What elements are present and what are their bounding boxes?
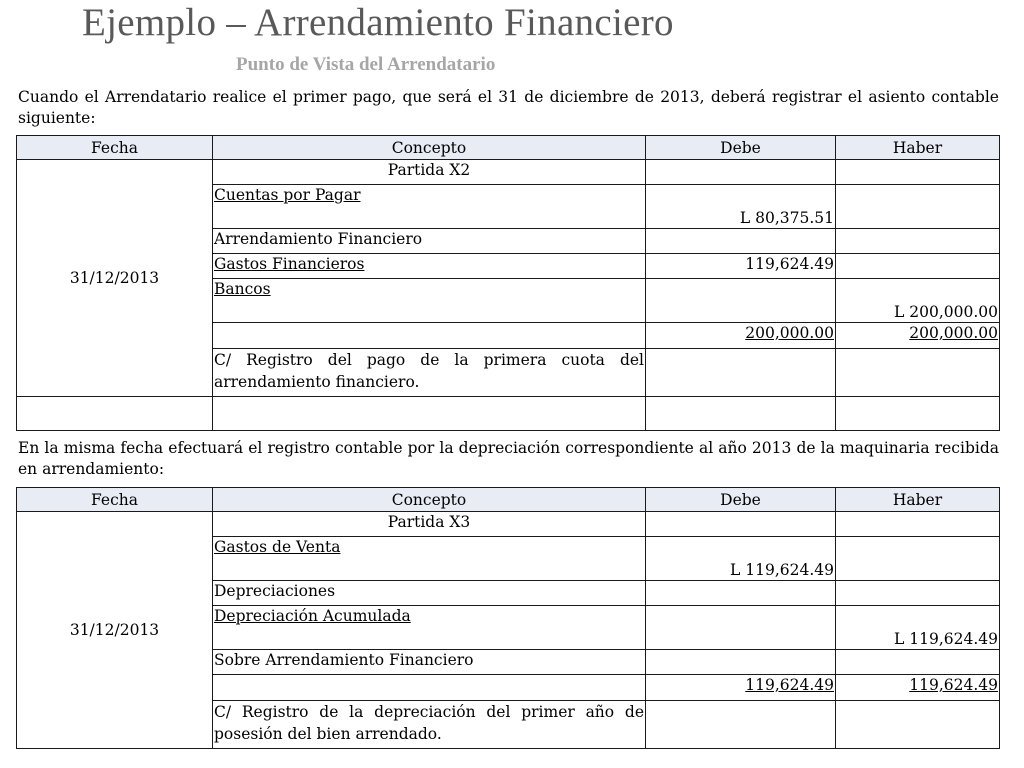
empty-cell xyxy=(836,160,1000,185)
account-name: Bancos xyxy=(214,280,271,298)
debe-cell: 119,624.49 xyxy=(646,254,836,279)
empty-cell xyxy=(213,675,646,701)
column-header-concepto: Concepto xyxy=(213,488,646,512)
empty-cell xyxy=(646,512,836,537)
column-header-haber: Haber xyxy=(836,488,1000,512)
empty-cell xyxy=(646,701,836,749)
intro-paragraph-2: En la misma fecha efectuará el registro contable por la depreciación correspondiente al año 2013 de la maquinaria recibida en arrendamiento: xyxy=(18,439,999,478)
total-haber: 200,000.00 xyxy=(909,324,998,342)
concept-cell: Depreciaciones xyxy=(213,581,646,606)
concept-cell xyxy=(213,537,646,581)
column-header-debe: Debe xyxy=(646,136,836,160)
entry-description: C/ Registro de la depreciación del primer año de posesión del bien arrendado. xyxy=(213,701,646,749)
page-subtitle: Punto de Vista del Arrendatario xyxy=(236,54,496,75)
empty-cell xyxy=(836,349,1000,397)
concept-cell xyxy=(213,279,646,323)
page-title: Ejemplo – Arrendamiento Financiero xyxy=(82,1,674,44)
entry-description: C/ Registro del pago de la primera cuota del arrendamiento financiero. xyxy=(213,349,646,397)
table-header-row xyxy=(17,488,1000,512)
empty-cell xyxy=(836,254,1000,279)
total-haber-cell xyxy=(836,323,1000,349)
account-name: Depreciación Acumulada xyxy=(214,607,411,625)
total-debe: 200,000.00 xyxy=(745,324,834,342)
empty-cell xyxy=(646,581,836,606)
empty-cell xyxy=(836,581,1000,606)
table-row xyxy=(17,397,1000,431)
intro-paragraph-1: Cuando el Arrendatario realice el primer pago, que será el 31 de diciembre de 2013, deberá registrar el asiento contable siguiente: xyxy=(18,88,999,127)
debe-cell: L 119,624.49 xyxy=(646,537,836,581)
total-debe-cell xyxy=(646,323,836,349)
empty-cell xyxy=(17,397,213,431)
column-header-fecha: Fecha xyxy=(17,136,213,160)
date-cell: 31/12/2013 xyxy=(17,160,213,397)
column-header-debe: Debe xyxy=(646,488,836,512)
empty-cell xyxy=(836,229,1000,254)
empty-cell xyxy=(836,537,1000,581)
empty-cell xyxy=(646,349,836,397)
empty-cell xyxy=(646,279,836,323)
empty-cell xyxy=(836,650,1000,675)
account-name: Gastos Financieros xyxy=(214,255,365,273)
empty-cell xyxy=(646,160,836,185)
column-header-haber: Haber xyxy=(836,136,1000,160)
total-debe-cell xyxy=(646,675,836,701)
column-header-concepto: Concepto xyxy=(213,136,646,160)
partida-label: Partida X2 xyxy=(213,160,646,185)
table-row xyxy=(17,160,1000,185)
concept-cell xyxy=(213,185,646,229)
empty-cell xyxy=(836,185,1000,229)
total-haber: 119,624.49 xyxy=(909,676,998,694)
empty-cell xyxy=(646,606,836,650)
column-header-fecha: Fecha xyxy=(17,488,213,512)
journal-entry-table-1 xyxy=(16,135,1000,431)
account-name: Cuentas por Pagar xyxy=(214,186,361,204)
concept-cell xyxy=(213,254,646,279)
haber-cell: L 200,000.00 xyxy=(836,279,1000,323)
date-cell: 31/12/2013 xyxy=(17,512,213,749)
haber-cell: L 119,624.49 xyxy=(836,606,1000,650)
empty-cell xyxy=(646,650,836,675)
empty-cell xyxy=(213,397,646,431)
empty-cell xyxy=(646,397,836,431)
empty-cell xyxy=(836,397,1000,431)
table-row xyxy=(17,512,1000,537)
total-debe: 119,624.49 xyxy=(745,676,834,694)
debe-cell: L 80,375.51 xyxy=(646,185,836,229)
total-haber-cell xyxy=(836,675,1000,701)
journal-entry-table-2 xyxy=(16,487,1000,749)
concept-cell xyxy=(213,606,646,650)
partida-label: Partida X3 xyxy=(213,512,646,537)
empty-cell xyxy=(836,701,1000,749)
table-header-row xyxy=(17,136,1000,160)
empty-cell xyxy=(646,229,836,254)
concept-cell: Arrendamiento Financiero xyxy=(213,229,646,254)
concept-cell: Sobre Arrendamiento Financiero xyxy=(213,650,646,675)
empty-cell xyxy=(836,512,1000,537)
account-name: Gastos de Venta xyxy=(214,538,341,556)
empty-cell xyxy=(213,323,646,349)
